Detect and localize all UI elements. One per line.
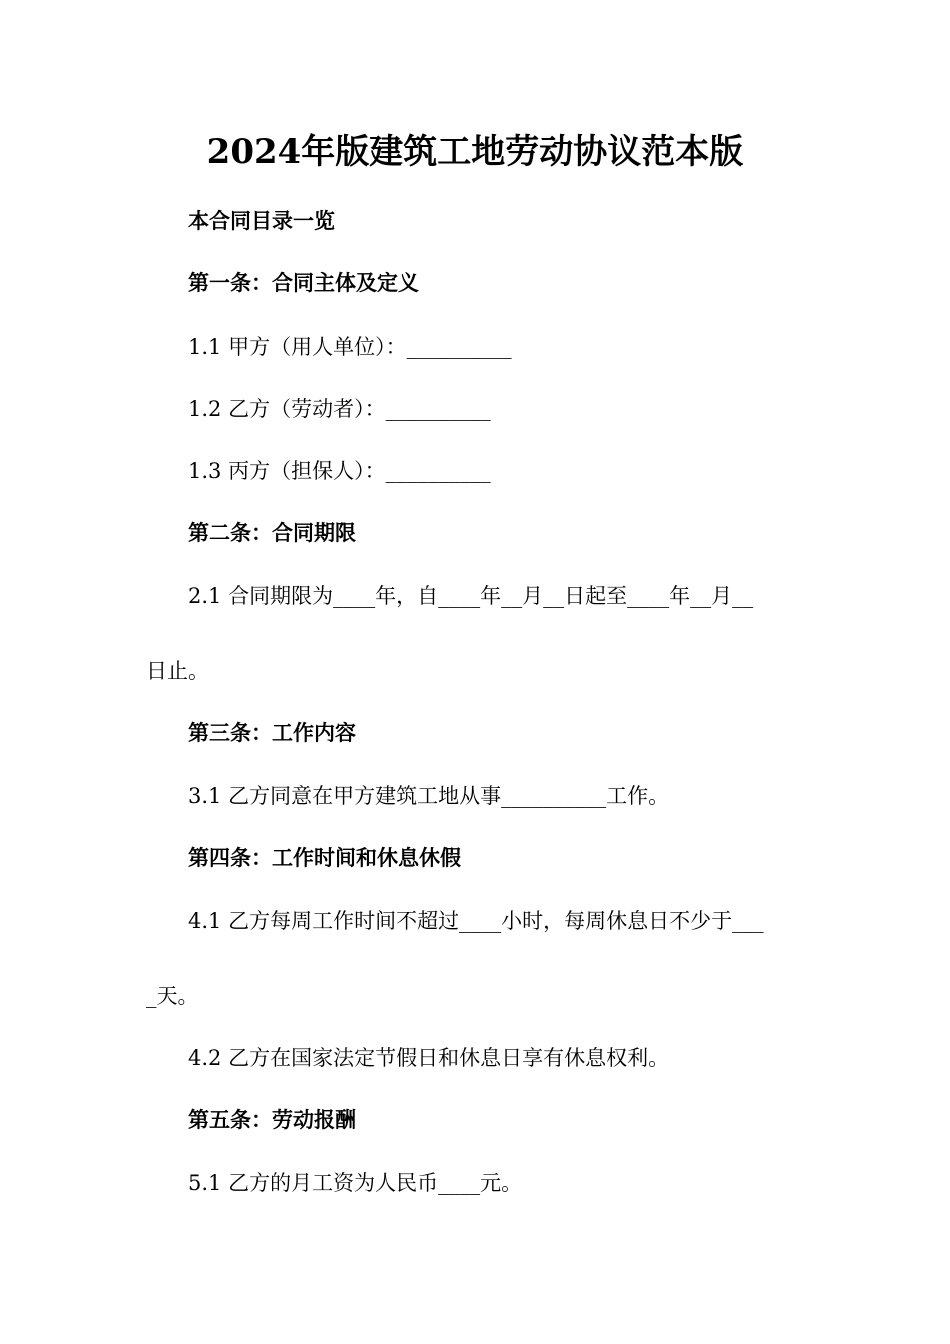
clause-3-1: 3.1 乙方同意在甲方建筑工地从事__________工作。 (188, 784, 670, 808)
article-5-heading: 第五条：劳动报酬 (188, 1108, 356, 1132)
toc-heading: 本合同目录一览 (188, 209, 335, 233)
clause-4-1-continued: _天。 (146, 984, 199, 1008)
clause-5-1: 5.1 乙方的月工资为人民币____元。 (188, 1171, 523, 1195)
article-2-heading: 第二条：合同期限 (188, 521, 356, 545)
clause-2-1: 2.1 合同期限为____年，自____年__月__日起至____年__月__ (188, 584, 754, 608)
clause-4-1: 4.1 乙方每周工作时间不超过____小时，每周休息日不少于___ (188, 909, 764, 933)
article-1-heading: 第一条：合同主体及定义 (188, 271, 419, 295)
clause-1-3: 1.3 丙方（担保人）：__________ (188, 459, 491, 483)
document-title: 2024年版建筑工地劳动协议范本版 (206, 132, 744, 172)
article-3-heading: 第三条：工作内容 (188, 721, 356, 745)
clause-2-1-continued: 日止。 (146, 659, 209, 683)
clause-1-1: 1.1 甲方（用人单位）：__________ (188, 335, 512, 359)
article-4-heading: 第四条：工作时间和休息休假 (188, 846, 461, 870)
clause-4-2: 4.2 乙方在国家法定节假日和休息日享有休息权利。 (188, 1046, 670, 1070)
clause-1-2: 1.2 乙方（劳动者）：__________ (188, 397, 491, 421)
